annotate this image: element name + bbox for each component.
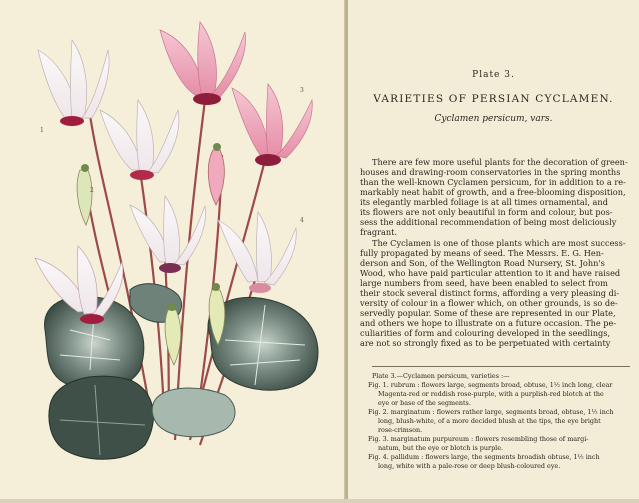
caption-line: Fig. 1. rubrum : flowers large, segments broad, obtuse, 1½ inch long, clear bbox=[368, 381, 613, 389]
flower-bud bbox=[208, 143, 224, 205]
body-line: houses and drawing-room conservatories in the spring months bbox=[360, 167, 621, 177]
body-line: fragrant. bbox=[360, 227, 398, 237]
body-line: derson and Son, of the Wellington Road Nursery, St. John's bbox=[360, 258, 605, 268]
caption-line: Fig. 3. marginatum purpureum : flowers resembling those of margi- bbox=[368, 435, 589, 443]
white-cyclamen-flower bbox=[130, 196, 206, 273]
leaf bbox=[152, 388, 235, 437]
plate-label: Plate 3. bbox=[472, 70, 515, 80]
body-line: fully propagated by means of seed. The Messrs. E. G. Hen- bbox=[360, 248, 604, 258]
caption-line: Magenta-red or reddish rose-purple, with a purplish-red blotch at the bbox=[378, 390, 604, 398]
figure-number: 4 bbox=[300, 217, 304, 224]
body-line: There are few more useful plants for the decoration of green- bbox=[372, 157, 628, 167]
body-line: its flowers are not only beautiful in form and colour, but pos- bbox=[360, 207, 613, 217]
figure-number: 1 bbox=[40, 127, 44, 134]
pink-cyclamen-flower bbox=[160, 22, 245, 105]
caption-line: Fig. 2. marginatum : flowers rather large, segments broad, obtuse, 1½ inch bbox=[368, 408, 614, 416]
body-line: markably neat habit of growth, and a free-blooming disposition, bbox=[360, 187, 626, 197]
body-line: than the well-known Cyclamen persicum, for in addition to a re- bbox=[360, 177, 626, 187]
page-title: VARIETIES OF PERSIAN CYCLAMEN. bbox=[373, 93, 614, 105]
page-subtitle: Cyclamen persicum, vars. bbox=[434, 114, 553, 124]
caption-line: natum, but the eye or blotch is purple. bbox=[378, 444, 504, 452]
body-line: The Cyclamen is one of those plants which are most success- bbox=[372, 238, 626, 248]
body-line: Wood, who have paid particular attention to it and have raised bbox=[360, 268, 621, 278]
body-line: versity of colour in a flower which, on other grounds, is so de- bbox=[360, 298, 618, 308]
caption-line: Plate 3.—Cyclamen persicum, varieties :— bbox=[372, 372, 510, 380]
white-cyclamen-flower bbox=[38, 40, 109, 126]
white-cyclamen-flower bbox=[218, 212, 296, 293]
caption-line: eye or base of the segments. bbox=[378, 399, 471, 407]
body-line: are not so strongly fixed as to be perpetuated with certainty bbox=[360, 338, 611, 348]
figure-number: 2 bbox=[90, 187, 94, 194]
body-line: and others we hope to illustrate on a future occasion. The pe- bbox=[360, 318, 617, 328]
body-line: large numbers from seed, have been enabled to select from bbox=[360, 278, 608, 288]
body-line: servedly popular. Some of these are represented in our Plate, bbox=[360, 308, 616, 318]
white-cyclamen-flower bbox=[100, 100, 179, 180]
flower-bud bbox=[77, 164, 92, 225]
leaf bbox=[49, 376, 154, 459]
caption-line: long, blush-white, of a more decided blush at the tips, the eye bright bbox=[378, 417, 601, 425]
body-line: culiarities of form and colouring developed in the seedlings, bbox=[360, 328, 611, 338]
figure-number: 3 bbox=[300, 87, 304, 94]
caption-line: long, white with a pale-rose or deep blush-coloured eye. bbox=[378, 462, 561, 470]
text-page bbox=[348, 0, 639, 499]
body-line: their stock several distinct forms, affording a very pleasing di- bbox=[360, 288, 620, 298]
body-line: sess the additional recommendation of being most deliciously bbox=[360, 217, 617, 227]
caption-divider bbox=[372, 366, 630, 367]
caption-line: rose-crimson. bbox=[378, 426, 423, 434]
pink-cyclamen-flower bbox=[232, 84, 312, 166]
body-line: its elegantly marbled foliage is at all times ornamental, and bbox=[360, 197, 608, 207]
caption-line: Fig. 4. pallidum : flowers large, the segments broadish obtuse, 1½ inch bbox=[368, 453, 600, 461]
